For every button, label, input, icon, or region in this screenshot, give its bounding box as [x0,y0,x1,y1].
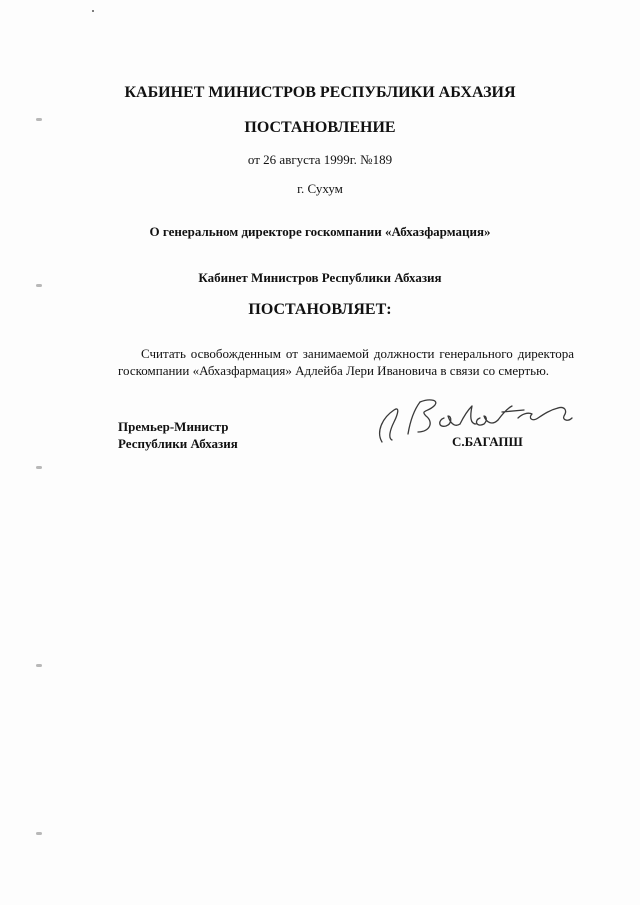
document-date-number: от 26 августа 1999г. №189 [247,152,393,167]
scan-speck [36,832,42,835]
document-city: г. Сухум [297,181,343,196]
signer-title-line1: Премьер-Министр [118,419,229,434]
issuer-line: Кабинет Министров Республики Абхазия [198,270,442,285]
document-subject: О генеральном директоре госкомпании «Абхазфармация» [149,224,491,239]
signer-title [118,418,238,452]
scan-speck [36,466,42,469]
organization-title: КАБИНЕТ МИНИСТРОВ РЕСПУБЛИКИ АБХАЗИЯ [124,84,516,101]
signer-title-line2: Республики Абхазия [118,436,238,451]
body-paragraph: Считать освобожденным от занимаемой должности генерального директора госкомпании «Абхазфармация» Адлейба Лери Ивановича в связи со смертью. [118,346,574,378]
document-type: ПОСТАНОВЛЕНИЕ [244,119,396,136]
scan-speck [92,10,94,12]
signer-name: С.БАГАПШ [452,434,523,449]
scan-speck [36,664,42,667]
decree-heading: ПОСТАНОВЛЯЕТ: [248,301,392,318]
